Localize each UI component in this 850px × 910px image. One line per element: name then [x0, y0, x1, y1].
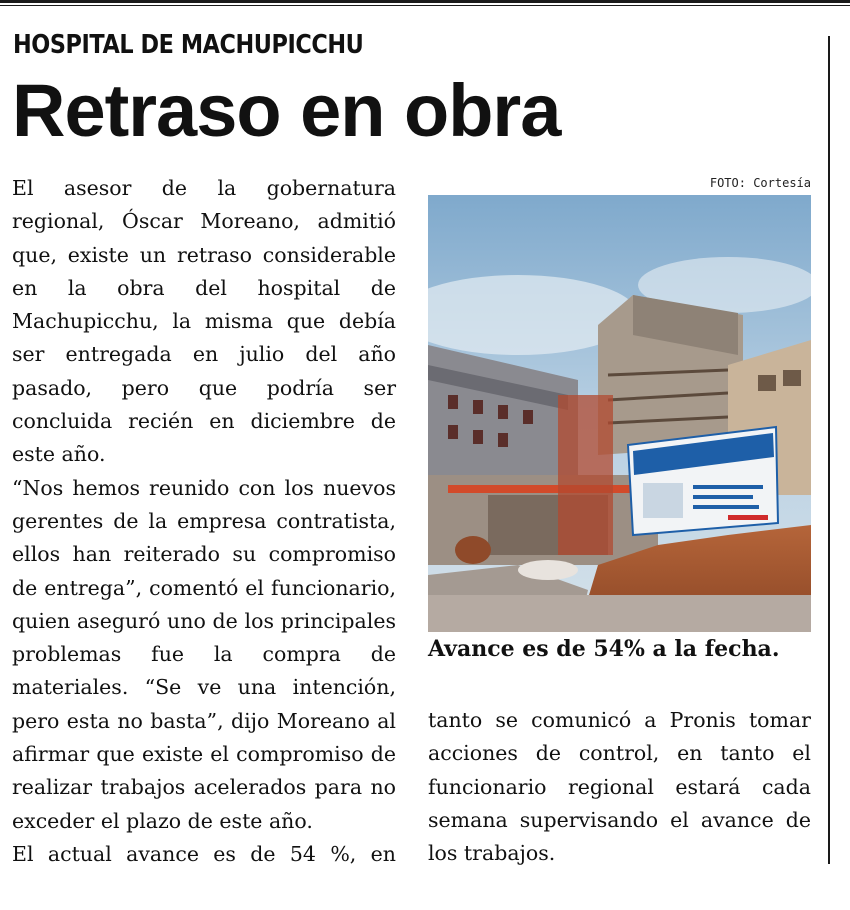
- paragraph: El asesor de la gobernatura regional, Óscar Moreano, admitió que, existe un retraso considerable en la obra del hospital de Machupicchu, la misma que debía ser entregada en julio del año pasado, pero que podría ser concluida recién en diciembre de este año.: [12, 176, 396, 467]
- photo-credit: FOTO: Cortesía: [709, 176, 811, 190]
- section-kicker: HOSPITAL DE MACHUPICCHU: [13, 30, 364, 60]
- paragraph: El actual avance es de 54 %, en: [12, 841, 396, 866]
- hospital-construction-photo: [428, 195, 811, 632]
- column-divider: [828, 36, 830, 864]
- construction-illustration: [428, 195, 811, 632]
- top-rule-thin: [0, 5, 850, 6]
- article-column-1: [12, 172, 396, 871]
- top-rule: [0, 0, 850, 3]
- adjacent-article-edge: [842, 30, 850, 870]
- photo-caption: Avance es de 54% a la fecha.: [428, 636, 780, 662]
- article-column-2: [428, 704, 811, 870]
- paragraph: “Nos hemos reunido con los nuevos gerentes de la empresa contratista, ellos han reiterado su compromiso de entrega”, comentó el funcionario, quien aseguró uno de los principales problemas fue la compra de materiales. “Se ve una intención, pero esta no basta”, dijo Moreano al afirmar que existe el compromiso de realizar trabajos acelerados para no exceder el plazo de este año.: [12, 475, 396, 833]
- paragraph: tanto se comunicó a Pronis tomar acciones de control, en tanto el funcionario regional estará cada semana supervisando el avance de los trabajos.: [428, 708, 811, 866]
- headline: Retraso en obra: [12, 69, 561, 152]
